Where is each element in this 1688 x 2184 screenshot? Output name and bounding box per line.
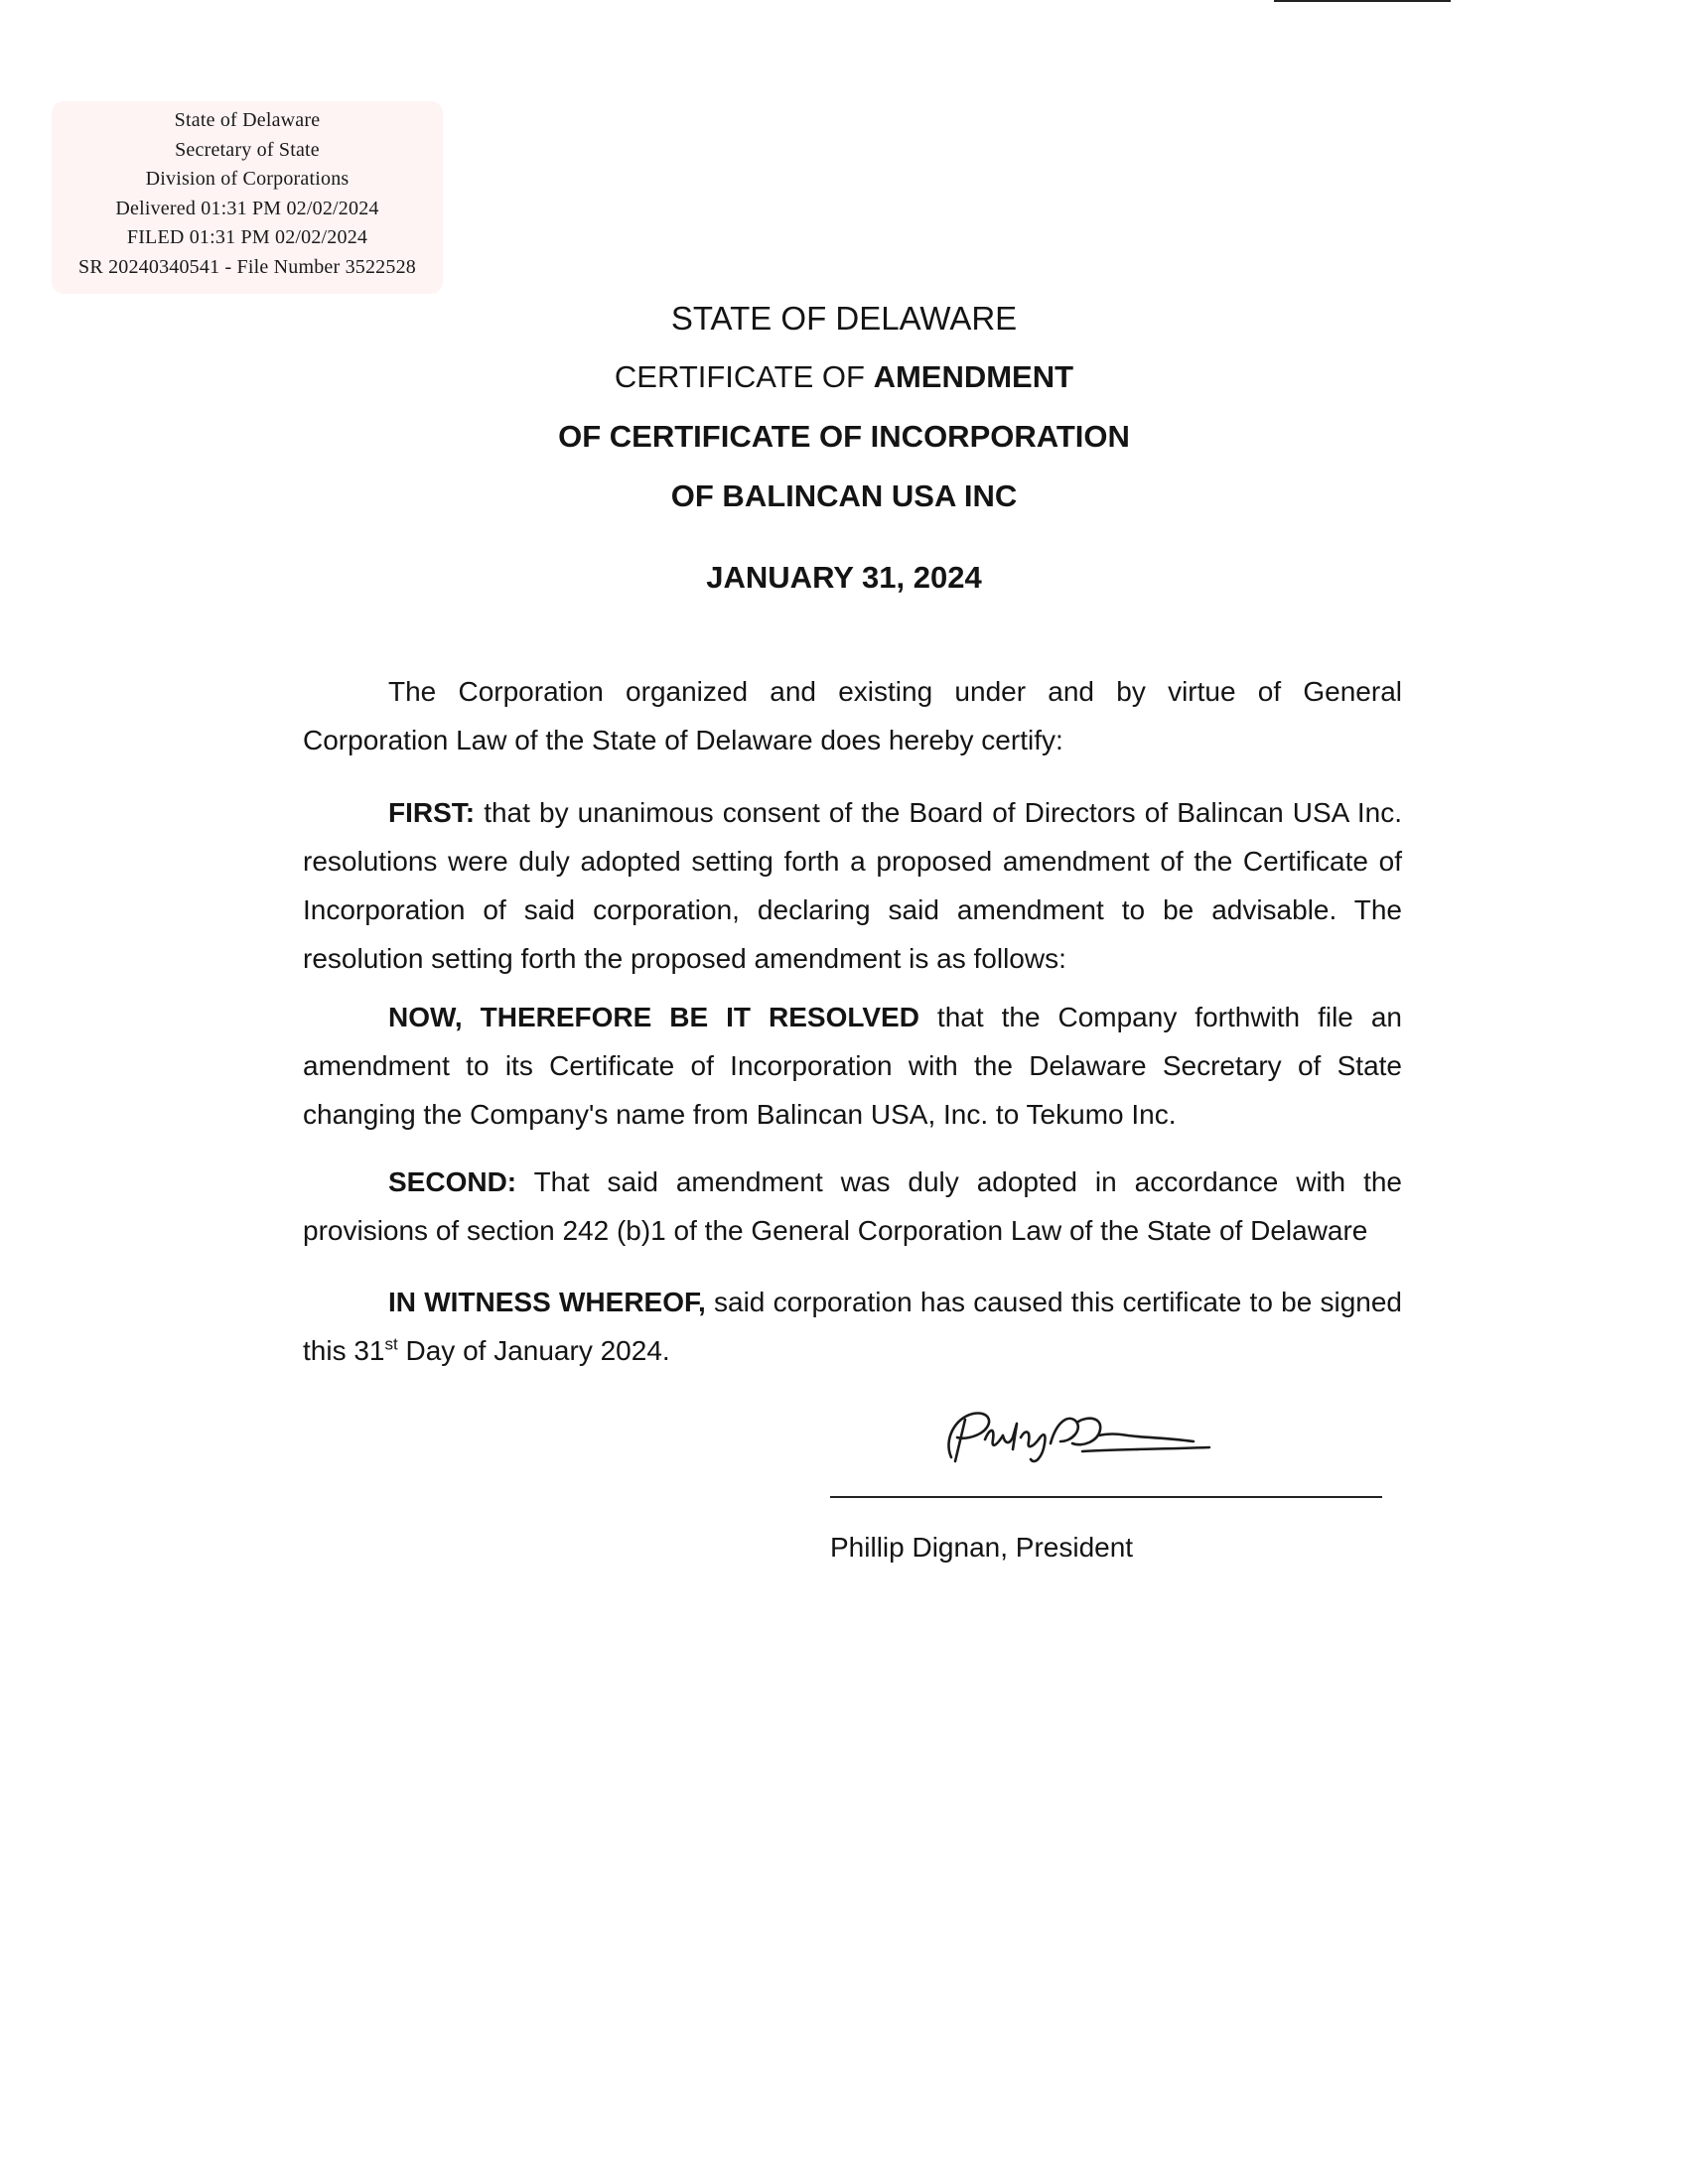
title-state: STATE OF DELAWARE	[670, 300, 1018, 337]
title-certificate	[0, 359, 1688, 395]
title-amendment: AMENDMENT	[873, 359, 1074, 394]
intro-text: The Corporation organized and existing under and by virtue of General Corporation Law of the State of Delaware does hereby certify:	[303, 676, 1402, 755]
stamp-line-state: State of Delaware	[174, 109, 321, 131]
witness-paragraph	[303, 1278, 1402, 1375]
handwritten-signature	[933, 1400, 1231, 1479]
resolved-paragraph	[303, 993, 1402, 1139]
first-text: that by unanimous consent of the Board of Directors of Balincan USA Inc. resolutions were duly adopted setting forth a proposed amendment of the Certificate of Incorporation of said corporation, declaring said amendment to be advisable. The resolution setting forth the proposed amendment is as follows:	[303, 797, 1402, 974]
title-company: OF BALINCAN USA INC	[670, 478, 1018, 513]
first-label: FIRST:	[388, 797, 476, 828]
resolved-text: that the Company forthwith file an amendment to its Certificate of Incorporation with the Delaware Secretary of State changing the Company's name from Balincan USA, Inc. to Tekumo Inc.	[303, 1002, 1402, 1130]
witness-ordinal: st	[384, 1334, 398, 1354]
witness-label: IN WITNESS WHEREOF,	[388, 1287, 706, 1317]
witness-text-a: said corporation has caused this certificate to be signed this 31	[303, 1287, 1402, 1366]
stamp-line-delivered: Delivered 01:31 PM 02/02/2024	[115, 197, 379, 219]
stamp-line-secretary: Secretary of State	[175, 138, 320, 161]
title-incorporation: OF CERTIFICATE OF INCORPORATION	[558, 419, 1130, 454]
stamp-line-division: Division of Corporations	[145, 168, 350, 190]
title-certificate-prefix: CERTIFICATE OF	[614, 359, 874, 394]
stamp-line-filed: FILED 01:31 PM 02/02/2024	[126, 226, 368, 248]
top-rule	[1274, 0, 1451, 2]
signer-name: Phillip Dignan, President	[830, 1532, 1134, 1563]
second-paragraph	[303, 1158, 1402, 1255]
stamp-line-file-number: SR 20240340541 - File Number 3522528	[78, 255, 416, 278]
filing-stamp	[52, 101, 443, 294]
first-paragraph	[303, 788, 1402, 983]
resolved-label: NOW, THEREFORE BE IT RESOLVED	[388, 1002, 919, 1032]
witness-text-b: Day of January 2024.	[397, 1335, 670, 1366]
second-label: SECOND:	[388, 1166, 517, 1197]
second-text: That said amendment was duly adopted in accordance with the provisions of section 242 (b)1 of the General Corporation Law of the State of Delaware	[303, 1166, 1402, 1246]
document-date: JANUARY 31, 2024	[706, 560, 982, 595]
signature-line	[830, 1496, 1382, 1498]
intro-paragraph	[303, 667, 1402, 764]
